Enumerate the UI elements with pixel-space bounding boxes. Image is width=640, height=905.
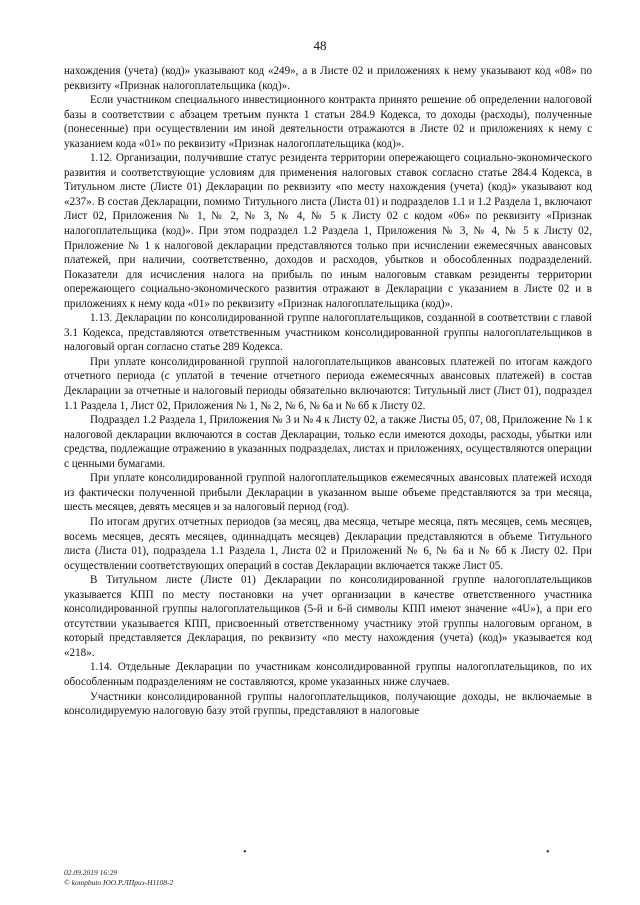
document-body — [64, 64, 592, 719]
bottom-mark-left: • — [243, 847, 247, 858]
paragraph: 1.12. Организации, получившие статус резидента территории опережающего социально-экономического развития и соответствующие условиям для применения налоговых ставок согласно статье 284.4 Кодекса, в Титульном листе (Листе 01) Декларации по реквизиту «по месту нахождения (учета) (код)» указывают код «237». В состав Декларации, помимо Титульного листа (Листа 01) и подразделов 1.1 и 1.2 Раздела 1, включают Лист 02, Приложения № 1, № 2, № 3, № 4, № 5 к Листу 02 с кодом «06» по реквизиту «Признак налогоплательщика (код)». При этом подраздел 1.2 Раздела 1, Приложения № 3, № 4, № 5 к Листу 02, Приложение № 1 к налоговой декларации представляются только при исчислении ежемесячных авансовых платежей, при наличии, соответственно, доходов и расходов, убытков и обособленных подразделений. Показатели для исчисления налога на прибыль по иным налоговым ставкам резиденты территории опережающего социально-экономического развития отражают в Декларации с указанием в Листе 02 и в приложениях к нему кода «01» по реквизиту «Признак налогоплательщика (код)». — [64, 152, 592, 310]
paragraph: При уплате консолидированной группой налогоплательщиков авансовых платежей по итогам каждого отчетного периода (с уплатой в течение отчетного периода ежемесячных авансовых платежей) в состав Декларации за отчетные и налоговый периоды обязательно включаются: Титульный лист (Лист 01), подраздел 1.1 Раздела 1, Лист 02, Приложения № 1, № 2, № 6, № 6а и № 6б к Листу 02. — [64, 355, 592, 412]
footer — [64, 868, 173, 888]
bottom-mark-right: • — [546, 847, 550, 858]
paragraph: В Титульном листе (Листе 01) Декларации по консолидированной группе налогоплательщиков указывается КПП по месту постановки на учет организации в качестве ответственного участника консолидированной группы налогоплательщиков (5-й и 6-й символы КПП имеют значение «4U»), а при его отсутствии указывается КПП, присвоенный ответственному участнику этой группы налоговым органом, в который представляется Декларация, по реквизиту «по месту нахождения (учета) (код)» указывается код «218». — [64, 574, 592, 659]
paragraph: Если участником специального инвестиционного контракта принято решение об определении налоговой базы в соответствии с абзацем третьим пункта 1 статьи 284.9 Кодекса, то доходы (расходы), полученные (понесенные) при осуществлении им иной деятельности отражаются в Листе 02 и приложениях к нему с указанием кода «01» по реквизиту «Признак налогоплательщика (код)». — [64, 94, 592, 150]
paragraph: 1.13. Декларации по консолидированной группе налогоплательщиков, созданной в соответствии с главой 3.1 Кодекса, представляются ответственным участником консолидированной группы налогоплательщиков в налоговый орган согласно статье 289 Кодекса. — [64, 312, 592, 354]
paragraph: При уплате консолидированной группой налогоплательщиков ежемесячных авансовых платежей исходя из фактически полученной прибыли Декларации в указанном выше объеме представляются за три месяца, шесть месяцев, девять месяцев и за налоговый период (год). — [64, 472, 592, 514]
footer-source: © kompbuto ЮО.Р.ЛПриз-Н1108-2 — [64, 878, 174, 887]
paragraph: 1.14. Отдельные Декларации по участникам консолидированной группы налогоплательщиков, по их обособленным подразделениям не составляются, кроме указанных ниже случаев. — [64, 661, 592, 688]
paragraph: нахождения (учета) (код)» указывают код «249», а в Листе 02 и приложениях к нему указывают код «08» по реквизиту «Признак налогоплательщика (код)». — [64, 65, 592, 92]
footer-timestamp: 02.09.2019 16:29 — [64, 868, 118, 877]
page-number: 48 — [313, 38, 327, 53]
paragraph: По итогам других отчетных периодов (за месяц, два месяца, четыре месяца, пять месяцев, семь месяцев, восемь месяцев, десять месяцев, одиннадцать месяцев) Декларации представляются в объеме Титульного листа (Листа 01), подраздела 1.1 Раздела 1, Листа 02 и Приложений № 6, № 6а и № 6б к Листу 02. При осуществлении соответствующих операций в состав Декларации включается также Лист 05. — [64, 515, 592, 572]
paragraph: Участники консолидированной группы налогоплательщиков, получающие доходы, не включаемые в консолидируемую налоговую базу этой группы, представляют в налоговые — [64, 690, 592, 718]
paragraph: Подраздел 1.2 Раздела 1, Приложения № 3 и № 4 к Листу 02, а также Листы 05, 07, 08, Приложение № 1 к налоговой декларации включаются в состав Декларации, только если имеются доходы, расходы, убытки или средства, подлежащие отражению в указанных подразделах, листах и приложениях, осуществляются операции с ценными бумагами. — [64, 414, 592, 470]
